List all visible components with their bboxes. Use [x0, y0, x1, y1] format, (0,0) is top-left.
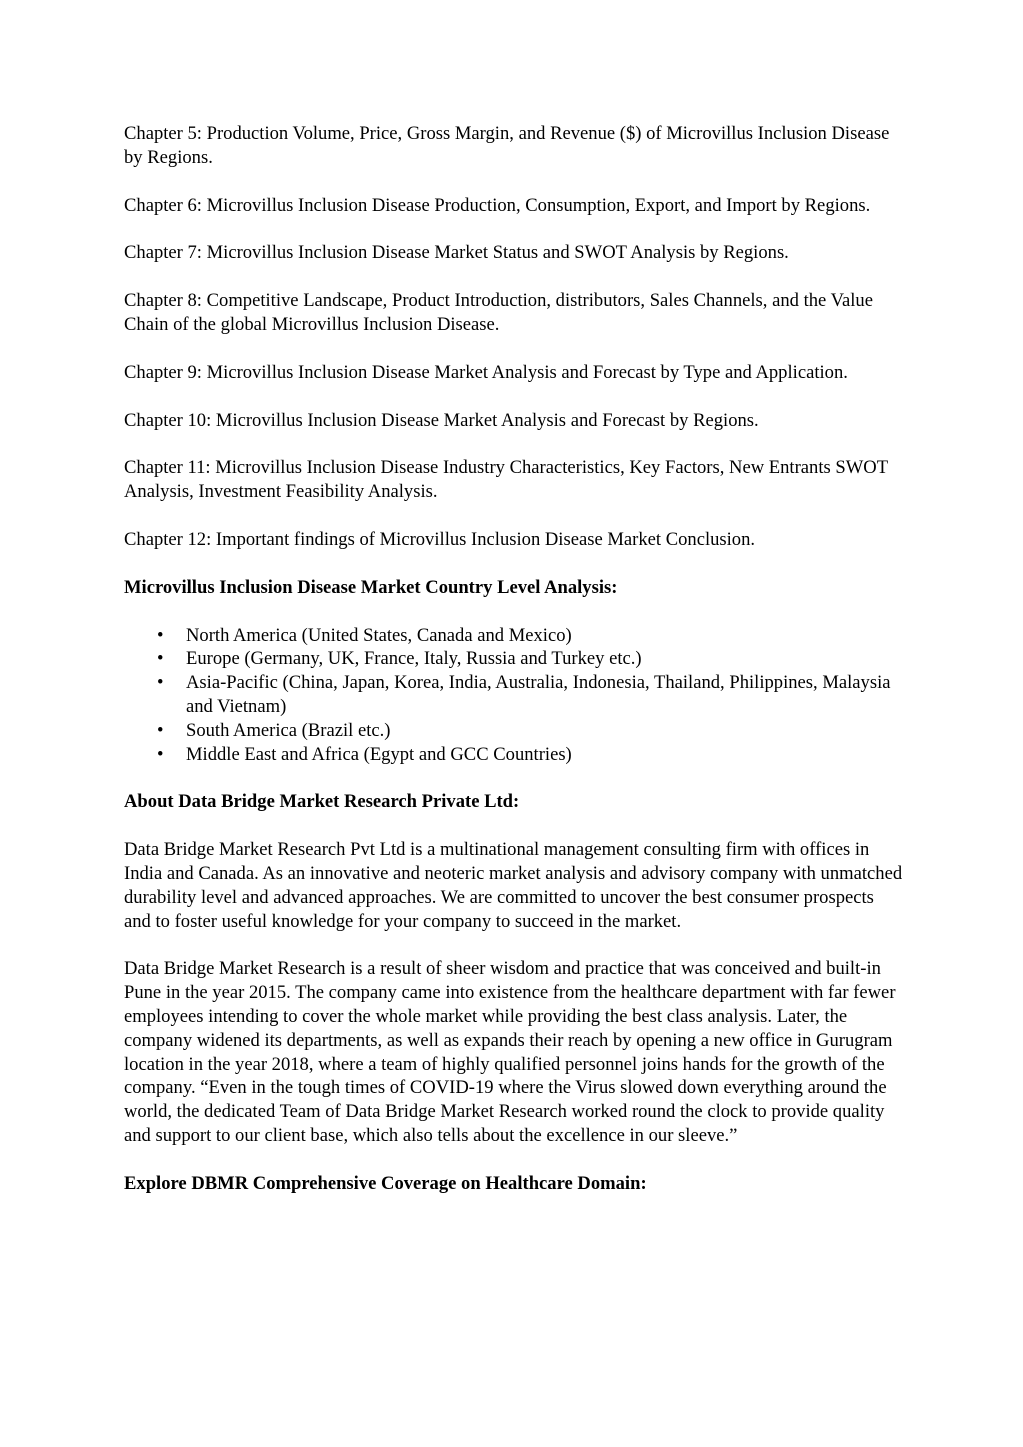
about-paragraph-1: Data Bridge Market Research Pvt Ltd is a multinational management consulting firm with offices in India and Canada. As an innovative and neoteric market analysis and advisory company with unmatched durability level and advanced approaches. We are committed to uncover the best consumer prospects and to foster useful knowledge for your company to succeed in the market. — [124, 839, 903, 932]
list-item — [124, 671, 904, 719]
list-item — [124, 743, 904, 767]
document-page — [124, 122, 904, 1220]
chapter-9-text: Chapter 9: Microvillus Inclusion Disease Market Analysis and Forecast by Type and Application. — [124, 361, 848, 383]
list-item-text: Middle East and Africa (Egypt and GCC Countries) — [186, 743, 572, 765]
bullet-icon: • — [157, 743, 164, 765]
list-item — [124, 624, 904, 648]
country-analysis-heading: Microvillus Inclusion Disease Market Country Level Analysis: — [124, 576, 618, 598]
bullet-icon: • — [157, 719, 164, 741]
chapter-12-text: Chapter 12: Important findings of Microvillus Inclusion Disease Market Conclusion. — [124, 528, 756, 550]
explore-heading: Explore DBMR Comprehensive Coverage on Healthcare Domain: — [124, 1172, 647, 1194]
bullet-icon: • — [157, 648, 164, 670]
chapter-6-text: Chapter 6: Microvillus Inclusion Disease Production, Consumption, Export, and Import by Regions. — [124, 194, 871, 216]
about-paragraph-2: Data Bridge Market Research is a result of sheer wisdom and practice that was conceived and built-in Pune in the year 2015. The company came into existence from the healthcare department with far fewer employees intending to cover the whole market while providing the best class analysis. Later, the company widened its departments, as well as expands their reach by opening a new office in Gurugram location in the year 2018, where a team of highly qualified personnel joins hands for the growth of the company. “Even in the tough times of COVID-19 where the Virus slowed down everything around the world, the dedicated Team of Data Bridge Market Research worked round the clock to provide quality and support to our client base, which also tells about the excellence in our sleeve.” — [124, 958, 896, 1146]
list-item-text: South America (Brazil etc.) — [186, 719, 391, 741]
list-item — [124, 719, 904, 743]
chapter-5-text: Chapter 5: Production Volume, Price, Gross Margin, and Revenue ($) of Microvillus Inclusion Disease by Regions. — [124, 123, 890, 168]
bullet-icon: • — [157, 672, 164, 694]
chapter-8-text: Chapter 8: Competitive Landscape, Product Introduction, distributors, Sales Channels, and the Value Chain of the global Microvillus Inclusion Disease. — [124, 290, 873, 335]
bullet-icon: • — [157, 624, 164, 646]
list-item-text: Europe (Germany, UK, France, Italy, Russia and Turkey etc.) — [186, 648, 642, 670]
list-item — [124, 647, 904, 671]
chapter-7-text: Chapter 7: Microvillus Inclusion Disease Market Status and SWOT Analysis by Regions. — [124, 242, 789, 264]
chapter-11-text: Chapter 11: Microvillus Inclusion Disease Industry Characteristics, Key Factors, New Entrants SWOT Analysis, Investment Feasibility Analysis. — [124, 457, 888, 503]
country-list — [124, 624, 904, 767]
about-heading: About Data Bridge Market Research Private Ltd: — [124, 791, 520, 813]
list-item-text: Asia-Pacific (China, Japan, Korea, India, Australia, Indonesia, Thailand, Philippines, Malaysia and Vietnam) — [186, 672, 891, 717]
list-item-text: North America (United States, Canada and Mexico) — [186, 624, 572, 646]
chapter-10-text: Chapter 10: Microvillus Inclusion Disease Market Analysis and Forecast by Regions. — [124, 409, 759, 431]
